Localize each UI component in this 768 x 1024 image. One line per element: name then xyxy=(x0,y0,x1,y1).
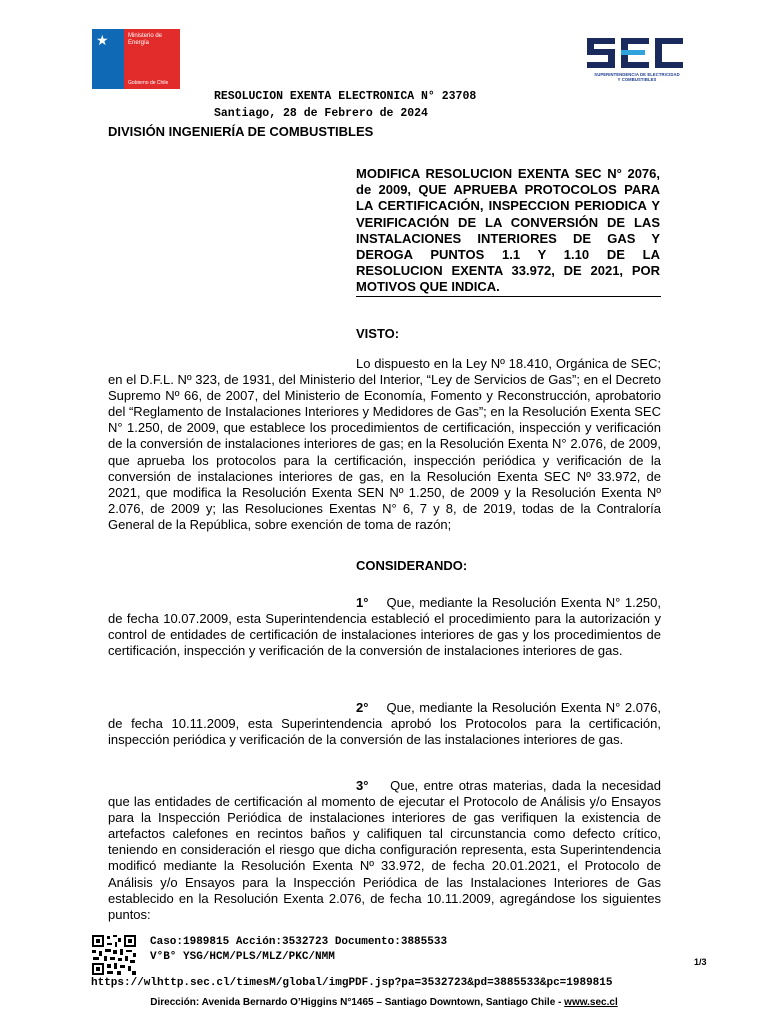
item-number: 1° xyxy=(356,595,369,610)
resolution-number: RESOLUCION EXENTA ELECTRONICA N° 23708 xyxy=(214,90,477,103)
visto-heading: VISTO: xyxy=(356,326,400,341)
page-number: 1/3 xyxy=(694,957,707,967)
sec-subtitle-1: SUPERINTENDENCIA DE ELECTRICIDAD xyxy=(594,72,680,77)
item-text: Que, mediante la Resolución Exenta N° 2.076, de fecha 10.11.2009, esta Superintendencia aprobó los Protocolos para la certificación, inspección periódica y verificación de la conversión de las instalaciones interiores de gas. xyxy=(108,700,661,748)
resolution-date: Santiago, 28 de Febrero de 2024 xyxy=(214,107,428,120)
logo-footer: Gobierno de Chile xyxy=(128,80,169,86)
footer-address xyxy=(0,997,768,1008)
sec-mark-icon xyxy=(585,36,687,70)
sec-logo xyxy=(585,36,687,86)
qr-code-icon xyxy=(91,934,137,976)
item-text: Que, mediante la Resolución Exenta N° 1.250, de fecha 10.07.2009, esta Superintendencia estableció el procedimiento para la autorización y control de entidades de certificación de instalaciones interiores de gas y los procedimientos de certificación, inspección y verificación de la conversión de instalaciones interiores de gas. xyxy=(108,595,661,659)
considerando-item-1 xyxy=(108,595,661,659)
visto-paragraph: Lo dispuesto en la Ley Nº 18.410, Orgánica de SEC; en el D.F.L. Nº 323, de 1931, del Ministerio del Interior, “Ley de Servicios de Gas”; en el Decreto Supremo Nº 66, de 2007, del Ministerio de Economía, Fomento y Reconstrucción, aprobatorio del “Reglamento de Instalaciones Interiores y Medidores de Gas”; en la Resolución Exenta SEC N° 1.250, de 2009, que establece los procedimientos de certificación, inspección y verificación de la conversión de instalaciones interiores de gas; en la Resolución Exenta N° 2.076, de 2009, que aprueba los protocolos para la certificación, inspección periódica y verificación de la conversión de instalaciones interiores de gas, en la Resolución Exenta SEC Nº 33.972, de 2021, que modifica la Resolución Exenta SEN Nº 1.250, de 2009 y la Resolución Exenta Nº 2.076, de 2009 y; las Resoluciones Exentas N° 6, 7 y 8, de 2019, todas de la Contraloría General de la República, sobre exención de toma de razón; xyxy=(108,356,661,532)
considerando-heading: CONSIDERANDO: xyxy=(356,558,468,573)
division-title: DIVISIÓN INGENIERÍA DE COMBUSTIBLES xyxy=(108,124,374,139)
item-number: 2° xyxy=(356,700,369,715)
logo-line-2: Energía xyxy=(128,40,150,46)
logo-line-1: Ministerio de xyxy=(128,33,163,39)
approval-initials: V°B° YSG/HCM/PLS/MLZ/PKC/NMM xyxy=(150,951,335,963)
considerando-item-2 xyxy=(108,700,661,748)
document-ids: Caso:1989815 Acción:3532723 Documento:3885533 xyxy=(150,936,448,948)
considerando-item-3 xyxy=(108,778,661,923)
star-icon: ★ xyxy=(96,32,109,48)
subject-divider xyxy=(356,296,661,297)
item-number: 3° xyxy=(356,778,369,793)
address-text: Dirección: Avenida Bernardo O’Higgins N°1465 – Santiago Downtown, Santiago Chile - xyxy=(150,997,565,1008)
resolution-subject: MODIFICA RESOLUCION EXENTA SEC N° 2076, de 2009, QUE APRUEBA PROTOCOLOS PARA LA CERTIFICACIÓN, INSPECCION PERIODICA Y VERIFICACIÓN DE LA CONVERSIÓN DE LAS INSTALACIONES INTERIORES DE GAS Y DEROGA PUNTOS 1.1 Y 1.10 DE LA RESOLUCION EXENTA 33.972, DE 2021, POR MOTIVOS QUE INDICA. xyxy=(356,166,660,295)
ministerio-energia-logo xyxy=(92,29,180,89)
item-text: Que, entre otras materias, dada la necesidad que las entidades de certificación al momento de ejecutar el Protocolo de Análisis y/o Ensayos para la Inspección Periódica de instalaciones interiores de gas verifiquen la existencia de artefactos calefones en recintos baños y califiquen tal circunstancia como defecto crítico, teniendo en consideración el riesgo que dicha configuración representa, esta Superintendencia modificó mediante la Resolución Exenta Nº 33.972, de fecha 20.01.2021, el Protocolo de Análisis y/o Ensayos para la Inspección Periódica de las Instalaciones Interiores de Gas establecido en la Resolución Exenta 2.076, de fecha 10.11.2009, agregándose los siguientes puntos: xyxy=(108,778,662,922)
website-link[interactable]: www.sec.cl xyxy=(564,997,618,1008)
verification-url[interactable]: https://wlhttp.sec.cl/timesM/global/imgPDF.jsp?pa=3532723&pd=3885533&pc=1989815 xyxy=(91,977,613,989)
sec-subtitle-2: Y COMBUSTIBLES xyxy=(617,77,657,82)
